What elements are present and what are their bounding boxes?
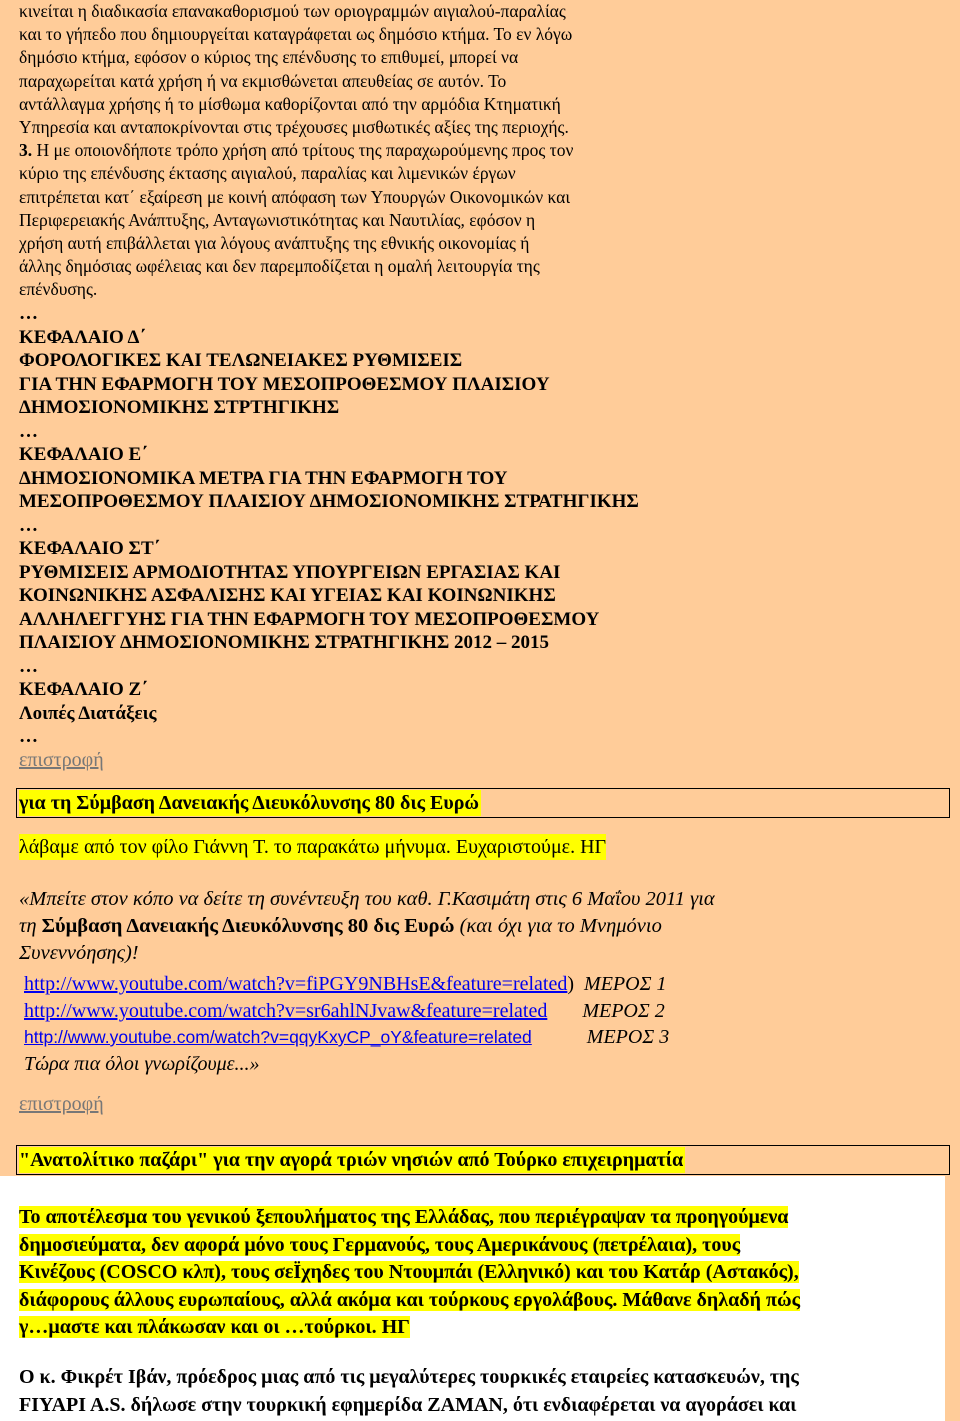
quote-line: Συνεννόησης)! (19, 942, 139, 964)
quote-text: (και όχι για το Μνημόνιο (454, 915, 662, 937)
chapter-d-title: ΦΟΡΟΛΟΓΙΚΕΣ ΚΑΙ ΤΕΛΩΝΕΙΑΚΕΣ ΡΥΘΜΙΣΕΙΣ (19, 350, 463, 371)
text-line: κύριο της επένδυσης έκτασης αιγιαλού, παραλίας και λιμενικών έργων (19, 163, 516, 184)
chapter-d-heading: ΚΕΦΑΛΑΙΟ Δ΄ (19, 326, 146, 348)
chapter-d-title: ΔΗΜΟΣΙΟΝΟΜΙΚΗΣ ΣΤΡΤΗΓΙΚΗΣ (19, 397, 340, 418)
link-suffix: ) (567, 973, 575, 995)
chapter-e-title: ΜΕΣΟΠΡΟΘΕΣΜΟΥ ΠΛΑΙΣΙΟΥ ΔΗΜΟΣΙΟΝΟΜΙΚΗΣ ΣΤΡΑΤΗΓΙΚΗΣ (19, 491, 639, 512)
text-line: αντάλλαγμα χρήσης ή το μίσθωμα καθορίζονται από την αρμόδια Κτηματική (19, 93, 561, 114)
back-link[interactable]: επιστροφή (19, 748, 104, 771)
text-line: επένδυσης. (19, 279, 98, 300)
video-link-row (24, 971, 666, 997)
quote-block (19, 886, 939, 967)
chapters-block (19, 302, 939, 772)
editor-note (19, 1204, 934, 1342)
chapter-e-title: ΔΗΜΟΣΙΟΝΟΜΙΚΑ ΜΕΤΡΑ ΓΙΑ ΤΗΝ ΕΦΑΡΜΟΓΗ ΤΟΥ (19, 467, 508, 489)
chapter-e-heading: ΚΕΦΑΛΑΙΟ Ε΄ (19, 444, 148, 465)
chapter-d-title: ΓΙΑ ΤΗΝ ΕΦΑΡΜΟΓΗ ΤΟΥ ΜΕΣΟΠΡΟΘΕΣΜΟΥ ΠΛΑΙΣΙΟΥ (19, 373, 550, 395)
part-label: ΜΕΡΟΣ 1 (584, 973, 667, 995)
back-link[interactable]: επιστροφή (19, 1093, 104, 1115)
chapter-z-title: Λοιπές Διατάξεις (19, 702, 157, 724)
article-paragraph (19, 1363, 934, 1419)
text-line: παραχωρείται κατά χρήση ή να εκμισθώνεται απευθείας σε αυτόν. Το (19, 70, 507, 91)
text-line: γ…μαστε και πλάκωσαν και οι …τούρκοι. ΗΓ (19, 1316, 410, 1338)
video-link[interactable]: http://www.youtube.com/watch?v=qqyKxyCP_oY&feature=related (24, 1027, 532, 1047)
video-link-row (24, 1024, 669, 1050)
point-text: Η με οποιονδήποτε τρόπο χρήση από τρίτους της παραχωρούμενης προς τον (32, 140, 574, 161)
chapter-z-heading: ΚΕΦΑΛΑΙΟ Ζ΄ (19, 679, 148, 700)
quote-line (19, 913, 939, 940)
section-title: "Ανατολίτικο παζάρι" για την αγορά τριών νησιών από Τούρκο επιχειρηματία (19, 1149, 684, 1171)
chapter-st-title: ΑΛΛΗΛΕΓΓΥΗΣ ΓΙΑ ΤΗΝ ΕΦΑΡΜΟΓΗ ΤΟΥ ΜΕΣΟΠΡΟΘΕΣΜΟΥ (19, 608, 600, 630)
text-line: FIYAPI A.S. δήλωσε στην τουρκική εφημερίδα ZAMAN, ότι ενδιαφέρεται να αγοράσει και (19, 1394, 797, 1416)
video-link-row (24, 998, 665, 1024)
text-line: Το αποτέλεσμα του γενικού ξεπουλήματος της Ελλάδας, που περιέγραψαν τα προηγούμενα (19, 1206, 789, 1228)
chapter-st-title: ΠΛΑΙΣΙΟΥ ΔΗΜΟΣΙΟΝΟΜΙΚΗΣ ΣΤΡΑΤΗΓΙΚΗΣ 2012 – 2015 (19, 632, 550, 653)
intro-paragraph (19, 0, 939, 301)
text-line: Κινέζους (COSCO κλπ), τους σεΪχηδες του Ντουμπάι (Ελληνικό) και του Κατάρ (Αστακός), (19, 1261, 799, 1283)
video-link[interactable]: http://www.youtube.com/watch?v=sr6ahlNJvaw&feature=related (24, 1000, 548, 1022)
text-line: Περιφερειακής Ανάπτυξης, Ανταγωνιστικότητας και Ναυτιλίας, εφόσον η (19, 209, 536, 230)
text-line: χρήση αυτή επιβάλλεται για λόγους ανάπτυξης της εθνικής οικονομίας ή (19, 232, 530, 253)
quote-bold-text: Σύμβαση Δανειακής Διευκόλυνσης 80 δις Ευρώ (41, 915, 455, 937)
text-line: διάφορους άλλους ευρωπαίους, αλλά ακόμα και τούρκους εργολάβους. Μάθανε δηλαδή πώς (19, 1288, 801, 1311)
chapter-st-title: ΡΥΘΜΙΣΕΙΣ ΑΡΜΟΔΙΟΤΗΤΑΣ ΥΠΟΥΡΓΕΙΩΝ ΕΡΓΑΣΙΑΣ ΚΑΙ (19, 561, 561, 583)
text-line: επιτρέπεται κατ΄ εξαίρεση με κοινή απόφαση των Υπουργών Οικονομικών και (19, 186, 571, 207)
text-line: και το γήπεδο που δημιουργείται καταγράφεται ως δημόσιο κτήμα. Το εν λόγω (19, 24, 573, 45)
text-line: άλλης δημόσιας ωφέλειας και δεν παρεμποδίζεται η ομαλή λειτουργία της (19, 256, 540, 277)
quote-closing: Τώρα πια όλοι γνωρίζουμε...» (24, 1053, 260, 1075)
ellipsis: … (19, 655, 38, 677)
quote-line: «Μπείτε στον κόπο να δείτε τη συνέντευξη του καθ. Γ.Κασιμάτη στις 6 Μαΐου 2011 για (19, 888, 715, 910)
point-number: 3. (19, 140, 33, 161)
ellipsis: … (19, 726, 38, 747)
text-line: δημόσιο κτήμα, εφόσον ο κύριος της επένδυσης το επιθυμεί, μπορεί να (19, 47, 519, 68)
section-intro: λάβαμε από τον φίλο Γιάννη Τ. το παρακάτω μήνυμα. Ευχαριστούμε. ΗΓ (19, 836, 607, 858)
section-title: για τη Σύμβαση Δανειακής Διευκόλυνσης 80 δις Ευρώ (19, 792, 480, 814)
chapter-st-heading: ΚΕΦΑΛΑΙΟ ΣΤ΄ (19, 538, 160, 559)
text-line: κινείται η διαδικασία επανακαθορισμού των οριογραμμών αιγιαλού-παραλίας (19, 1, 566, 21)
ellipsis: … (19, 514, 38, 536)
text-line: Ο κ. Φικρέτ Ιβάν, πρόεδρος μιας από τις μεγαλύτερες τουρκικές εταιρείες κατασκευών, της (19, 1366, 799, 1388)
ellipsis: … (19, 303, 38, 324)
ellipsis: … (19, 420, 38, 442)
text-line: δημοσιεύματα, δεν αφορά μόνο τους Γερμανούς, τους Αμερικάνους (πετρέλαια), τους (19, 1233, 741, 1256)
video-link[interactable]: http://www.youtube.com/watch?v=fiPGY9NBHsE&feature=related (24, 973, 568, 995)
text-line: Υπηρεσία και ανταποκρίνονται στις τρέχουσες μισθωτικές αξίες της περιοχής. (19, 116, 569, 137)
chapter-st-title: ΚΟΙΝΩΝΙΚΗΣ ΑΣΦΑΛΙΣΗΣ ΚΑΙ ΥΓΕΙΑΣ ΚΑΙ ΚΟΙΝΩΝΙΚΗΣ (19, 585, 556, 606)
quote-text: τη (19, 915, 42, 937)
part-label: ΜΕΡΟΣ 2 (582, 1000, 665, 1022)
part-label: ΜΕΡΟΣ 3 (586, 1026, 670, 1048)
point-3-first-line (19, 139, 939, 162)
